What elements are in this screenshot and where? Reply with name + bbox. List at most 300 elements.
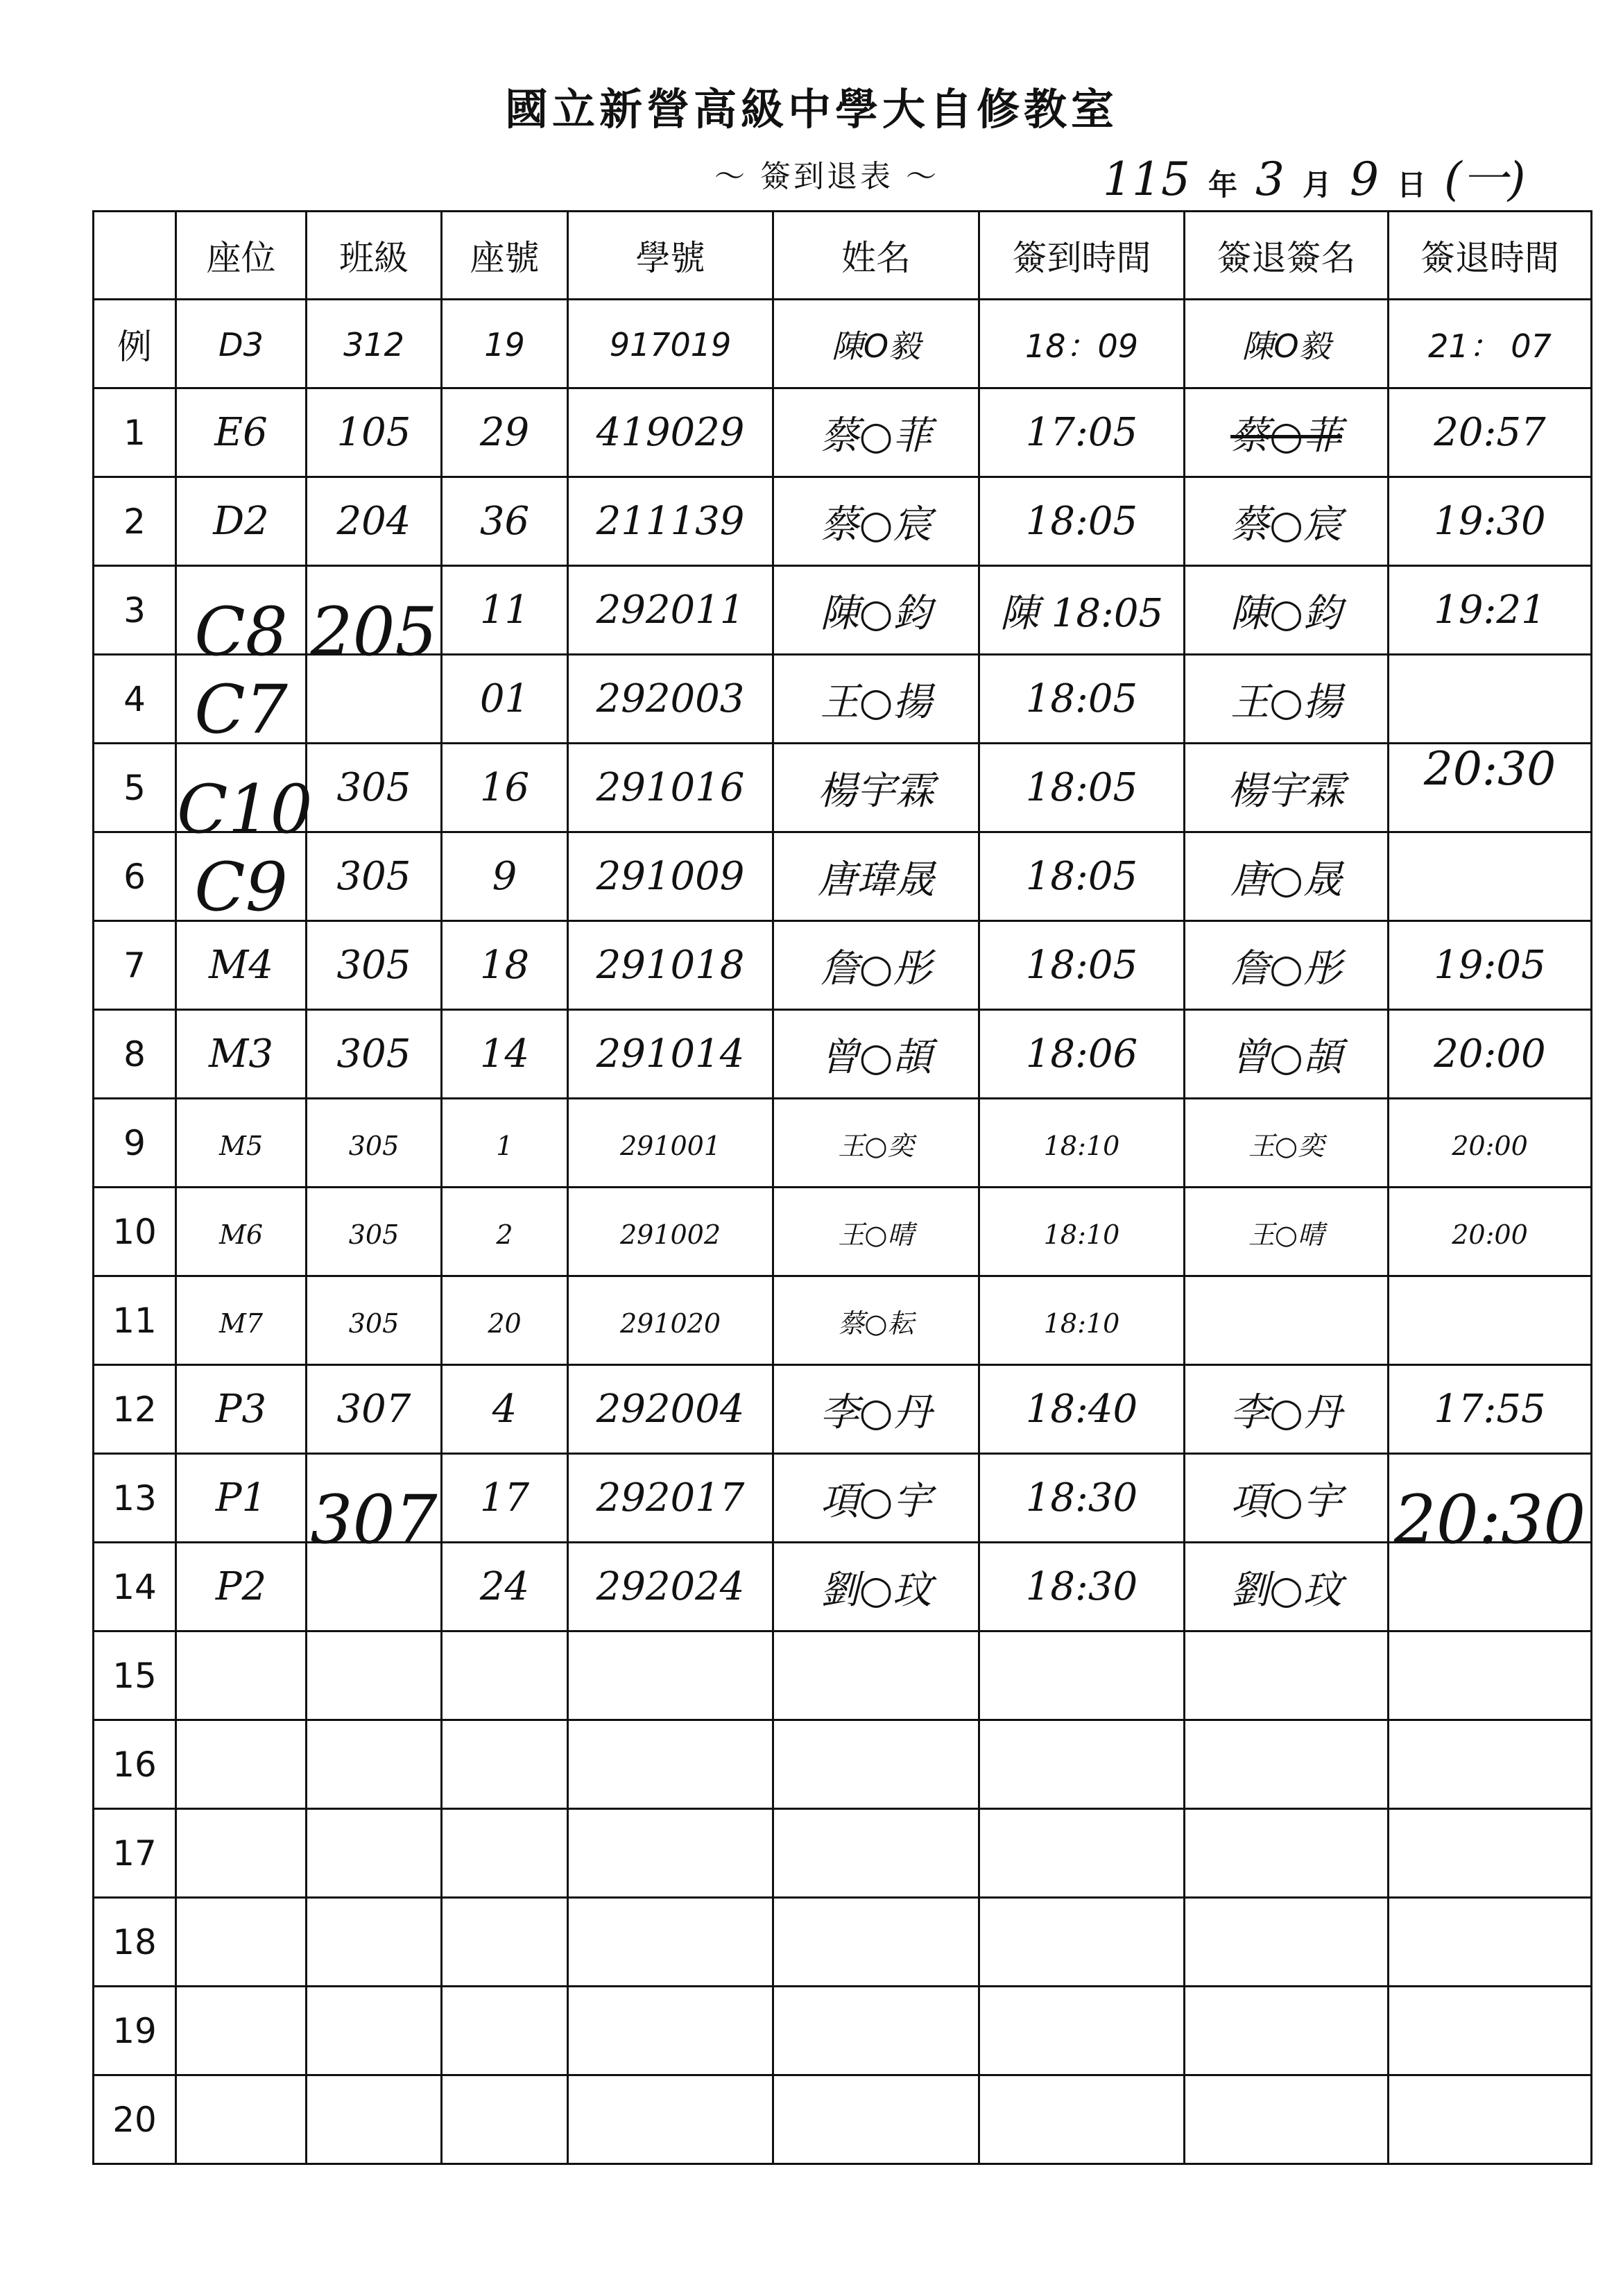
cell-class[interactable] xyxy=(307,300,442,388)
cell-row-number xyxy=(94,744,176,832)
seat-value: M7 xyxy=(218,1308,264,1339)
table-row xyxy=(94,1454,1592,1543)
seat-number-value: 01 xyxy=(479,676,530,721)
cell-student-id[interactable] xyxy=(568,300,773,388)
cell-check-in-time[interactable] xyxy=(979,300,1185,388)
cell-seat-number[interactable] xyxy=(442,1010,568,1099)
row-number-value: 11 xyxy=(112,1300,157,1341)
name-value: 曾○頡 xyxy=(820,1034,932,1080)
cell-seat[interactable] xyxy=(176,566,307,748)
cell-name[interactable] xyxy=(773,477,979,566)
class-value: 305 xyxy=(336,1031,411,1077)
table-row xyxy=(94,1365,1592,1454)
row-number-value: 20 xyxy=(112,2099,157,2140)
cell-check-in-time[interactable] xyxy=(979,1276,1185,1365)
cell-class[interactable] xyxy=(307,1188,442,1276)
cell-name[interactable] xyxy=(773,2075,979,2164)
cell-check-out-time[interactable] xyxy=(1389,2075,1592,2164)
cell-row-number xyxy=(94,1720,176,1809)
cell-seat-number[interactable] xyxy=(442,1720,568,1809)
cell-name[interactable] xyxy=(773,1276,979,1365)
cell-class[interactable] xyxy=(307,1365,442,1454)
check-in-time-value: 18:10 xyxy=(1043,1219,1120,1250)
cell-check-out-time[interactable] xyxy=(1389,1631,1592,1720)
cell-seat-number[interactable] xyxy=(442,744,568,832)
cell-check-out-time[interactable] xyxy=(1389,832,1592,921)
cell-seat[interactable] xyxy=(176,1898,307,1987)
cell-check-in-time[interactable] xyxy=(979,921,1185,1010)
check-out-signature-value: 王○揚 xyxy=(1230,679,1342,725)
class-value: 305 xyxy=(348,1219,400,1250)
student-id-value: 419029 xyxy=(596,410,745,455)
check-in-time-value: 18:10 xyxy=(1043,1130,1120,1161)
cell-row-number xyxy=(94,1099,176,1188)
cell-check-in-time[interactable] xyxy=(979,388,1185,477)
cell-row-number xyxy=(94,921,176,1010)
cell-student-id[interactable] xyxy=(568,1987,773,2075)
cell-check-in-time[interactable] xyxy=(979,1720,1185,1809)
name-value: 唐瑋晟 xyxy=(818,857,934,902)
cell-seat[interactable] xyxy=(176,1365,307,1454)
check-out-time-value: 17:55 xyxy=(1434,1387,1546,1432)
row-number-value: 2 xyxy=(123,501,146,542)
cell-name[interactable] xyxy=(773,1720,979,1809)
cell-check-out-time[interactable] xyxy=(1389,921,1592,1010)
table-row xyxy=(94,1010,1592,1099)
cell-check-out-signature[interactable] xyxy=(1185,1543,1389,1631)
cell-student-id[interactable] xyxy=(568,1898,773,1987)
cell-seat[interactable] xyxy=(176,1276,307,1365)
cell-class[interactable] xyxy=(307,1720,442,1809)
check-in-time-value: 18:06 xyxy=(1025,1031,1138,1077)
check-out-signature-value: 曾○頡 xyxy=(1230,1034,1342,1080)
cell-student-id[interactable] xyxy=(568,566,773,655)
cell-name[interactable] xyxy=(773,744,979,832)
table-row xyxy=(94,2075,1592,2164)
cell-class[interactable] xyxy=(307,921,442,1010)
sign-in-table xyxy=(92,210,1592,2165)
cell-seat[interactable] xyxy=(176,1010,307,1099)
check-in-time-value: 18:05 xyxy=(1025,943,1138,988)
cell-check-in-time[interactable] xyxy=(979,1010,1185,1099)
row-number-value: 5 xyxy=(123,767,146,808)
row-number-value: 8 xyxy=(123,1034,146,1074)
cell-check-out-signature[interactable] xyxy=(1185,1010,1389,1099)
table-row xyxy=(94,1987,1592,2075)
cell-name[interactable] xyxy=(773,1010,979,1099)
check-out-signature-value: 楊宇霖 xyxy=(1228,768,1345,814)
table-row xyxy=(94,1276,1592,1365)
cell-check-out-signature[interactable] xyxy=(1185,744,1389,832)
seat-value: E6 xyxy=(214,410,268,455)
check-in-time-value: 18:30 xyxy=(1025,1475,1138,1520)
cell-check-out-time[interactable] xyxy=(1389,1188,1592,1276)
cell-student-id[interactable] xyxy=(568,1365,773,1454)
column-header-name: 姓名 xyxy=(773,212,979,300)
seat-number-value: 2 xyxy=(496,1219,513,1250)
cell-check-out-time[interactable] xyxy=(1389,566,1592,655)
cell-seat[interactable] xyxy=(176,300,307,388)
cell-check-out-time[interactable] xyxy=(1389,1099,1592,1188)
check-in-time-value: 18:10 xyxy=(1043,1308,1120,1339)
cell-check-out-time[interactable] xyxy=(1389,1276,1592,1365)
cell-student-id[interactable] xyxy=(568,388,773,477)
column-header-check-in-time: 簽到時間 xyxy=(979,212,1185,300)
cell-seat-number[interactable] xyxy=(442,1987,568,2075)
cell-seat-number[interactable] xyxy=(442,2075,568,2164)
cell-seat-number[interactable] xyxy=(442,477,568,566)
cell-seat-number[interactable] xyxy=(442,388,568,477)
cell-check-out-signature[interactable] xyxy=(1185,388,1389,477)
name-value: 劉○玟 xyxy=(820,1567,932,1613)
cell-student-id[interactable] xyxy=(568,1720,773,1809)
class-value: 105 xyxy=(336,410,411,455)
cell-check-out-time[interactable] xyxy=(1389,1720,1592,1809)
student-id-value: 291002 xyxy=(619,1219,721,1250)
seat-number-value: 1 xyxy=(496,1130,513,1161)
header-row xyxy=(94,212,1592,300)
seat-number-value: 24 xyxy=(479,1564,530,1609)
cell-check-out-signature[interactable] xyxy=(1185,832,1389,921)
seat-number-value: 14 xyxy=(479,1031,530,1077)
cell-check-out-signature[interactable] xyxy=(1185,1454,1389,1543)
name-value: 項○宇 xyxy=(820,1478,932,1524)
cell-check-out-time[interactable] xyxy=(1389,1365,1592,1454)
cell-check-out-signature[interactable] xyxy=(1185,655,1389,744)
student-id-value: 292017 xyxy=(596,1475,745,1520)
cell-seat-number[interactable] xyxy=(442,1099,568,1188)
cell-seat-number[interactable] xyxy=(442,566,568,655)
cell-check-in-time[interactable] xyxy=(979,1898,1185,1987)
cell-name[interactable] xyxy=(773,300,979,388)
cell-check-out-signature[interactable] xyxy=(1185,300,1389,388)
cell-check-out-time[interactable] xyxy=(1389,655,1592,796)
cell-seat-number[interactable] xyxy=(442,832,568,921)
merged-checkout-rows-13-14: 20:30 xyxy=(1393,1480,1586,1559)
cell-name[interactable] xyxy=(773,388,979,477)
row-number-value: 9 xyxy=(123,1122,146,1163)
cell-class[interactable] xyxy=(307,388,442,477)
class-value: 305 xyxy=(336,943,411,988)
cell-name[interactable] xyxy=(773,1898,979,1987)
cell-name[interactable] xyxy=(773,1099,979,1188)
cell-seat-number[interactable] xyxy=(442,1276,568,1365)
cell-class[interactable] xyxy=(307,2075,442,2164)
check-out-time-value: 20:00 xyxy=(1452,1130,1528,1161)
check-out-signature-value: 項○宇 xyxy=(1230,1478,1342,1524)
table-row xyxy=(94,832,1592,921)
check-out-signature-value: 唐○晟 xyxy=(1230,857,1342,902)
cell-row-number xyxy=(94,566,176,655)
class-value: 307 xyxy=(336,1387,411,1432)
cell-check-in-time[interactable] xyxy=(979,1543,1185,1631)
cell-check-out-time[interactable] xyxy=(1389,1987,1592,2075)
cell-student-id[interactable] xyxy=(568,1809,773,1898)
student-id-value: 292004 xyxy=(596,1387,745,1432)
cell-seat[interactable] xyxy=(176,1099,307,1188)
check-in-time-value: 17:05 xyxy=(1025,410,1138,455)
cell-row-number xyxy=(94,1809,176,1898)
seat-value: P2 xyxy=(215,1564,267,1609)
cell-student-id[interactable] xyxy=(568,921,773,1010)
cell-seat[interactable] xyxy=(176,1987,307,2075)
cell-check-out-signature[interactable] xyxy=(1185,477,1389,566)
cell-seat-number[interactable] xyxy=(442,1631,568,1720)
name-value: 王○奕 xyxy=(838,1130,914,1161)
date-weekday[interactable]: (一) xyxy=(1444,153,1526,206)
class-value: 204 xyxy=(336,499,411,544)
cell-student-id[interactable] xyxy=(568,744,773,832)
cell-seat[interactable] xyxy=(176,388,307,477)
cell-check-in-time[interactable] xyxy=(979,832,1185,921)
column-header-student-id: 學號 xyxy=(568,212,773,300)
seat-number-value: 9 xyxy=(492,854,517,899)
day-label: 日 xyxy=(1397,168,1427,202)
student-id-value: 917019 xyxy=(609,325,732,363)
student-id-value: 291001 xyxy=(619,1130,721,1161)
cell-class[interactable] xyxy=(307,477,442,566)
cell-seat-number[interactable] xyxy=(442,1188,568,1276)
student-id-value: 291009 xyxy=(596,854,745,899)
row-number-value: 18 xyxy=(112,1921,157,1962)
cell-check-out-signature[interactable] xyxy=(1185,1365,1389,1454)
class-value: 305 xyxy=(336,765,411,810)
cell-student-id[interactable] xyxy=(568,1631,773,1720)
cell-seat[interactable] xyxy=(176,921,307,1010)
table-row xyxy=(94,566,1592,655)
name-value: 蔡○耘 xyxy=(838,1308,914,1339)
cell-student-id[interactable] xyxy=(568,1276,773,1365)
cell-row-number xyxy=(94,1454,176,1543)
cell-class[interactable] xyxy=(307,566,442,671)
cell-class[interactable] xyxy=(307,1987,442,2075)
cell-student-id[interactable] xyxy=(568,1188,773,1276)
cell-class[interactable] xyxy=(307,1099,442,1188)
cell-check-out-time[interactable] xyxy=(1389,1809,1592,1898)
date-line xyxy=(1103,142,1526,208)
cell-class[interactable] xyxy=(307,1010,442,1099)
cell-seat-number[interactable] xyxy=(442,300,568,388)
cell-check-in-time[interactable] xyxy=(979,1188,1185,1276)
seat-number-value: 18 xyxy=(479,943,530,988)
cell-seat[interactable] xyxy=(176,477,307,566)
student-id-value: 291016 xyxy=(596,765,745,810)
seat-number-value: 11 xyxy=(479,588,530,633)
table-row xyxy=(94,1898,1592,1987)
cell-check-out-signature[interactable] xyxy=(1185,921,1389,1010)
cell-row-number xyxy=(94,1188,176,1276)
cell-check-in-time[interactable] xyxy=(979,1809,1185,1898)
cell-name[interactable] xyxy=(773,1809,979,1898)
check-out-time-value: 19:21 xyxy=(1434,588,1546,633)
cell-name[interactable] xyxy=(773,1543,979,1631)
row-number-value: 3 xyxy=(123,590,146,631)
cell-seat[interactable] xyxy=(176,744,313,926)
cell-name[interactable] xyxy=(773,921,979,1010)
cell-check-in-time[interactable] xyxy=(979,477,1185,566)
cell-check-in-time[interactable] xyxy=(979,1987,1185,2075)
cell-seat[interactable] xyxy=(176,1188,307,1276)
merged-seat-rows-3-4: C8 C7 xyxy=(194,592,288,748)
check-out-signature-value: 王○晴 xyxy=(1248,1219,1325,1250)
check-out-time-value: 21： 07 xyxy=(1428,327,1552,365)
cell-seat[interactable] xyxy=(176,1454,307,1543)
table-row xyxy=(94,921,1592,1010)
cell-check-in-time[interactable] xyxy=(979,744,1185,832)
form-subtitle: ～ 簽到退表 ～ xyxy=(714,159,939,194)
check-in-time-value: 18：09 xyxy=(1024,327,1139,365)
name-value: 王○揚 xyxy=(820,679,932,725)
cell-student-id[interactable] xyxy=(568,2075,773,2164)
check-in-time-value: 18:40 xyxy=(1025,1387,1138,1432)
student-id-value: 292003 xyxy=(596,676,745,721)
row-number-value: 15 xyxy=(112,1655,157,1696)
check-out-time-value: 19:30 xyxy=(1434,499,1546,544)
cell-name[interactable] xyxy=(773,1631,979,1720)
seat-number-value: 20 xyxy=(488,1308,522,1339)
cell-check-in-time[interactable] xyxy=(979,1454,1185,1543)
cell-name[interactable] xyxy=(773,1188,979,1276)
cell-check-out-time[interactable] xyxy=(1389,477,1592,566)
cell-check-out-time[interactable] xyxy=(1389,388,1592,477)
seat-value: M3 xyxy=(209,1031,273,1077)
class-value: 305 xyxy=(348,1130,400,1161)
cell-name[interactable] xyxy=(773,832,979,921)
check-out-time-value: 19:05 xyxy=(1434,943,1546,988)
cell-row-number xyxy=(94,832,176,921)
row-number-value: 19 xyxy=(112,2010,157,2051)
cell-class[interactable] xyxy=(307,1898,442,1987)
cell-check-out-time[interactable] xyxy=(1389,300,1592,388)
check-out-signature-value: 王○奕 xyxy=(1248,1130,1325,1161)
date-month[interactable]: 3 xyxy=(1255,153,1285,206)
table-row xyxy=(94,1099,1592,1188)
seat-number-value: 4 xyxy=(492,1387,517,1432)
cell-check-out-signature[interactable] xyxy=(1185,2075,1389,2164)
row-number-value: 例 xyxy=(117,326,152,367)
check-out-signature-value: 陳O毅 xyxy=(1242,327,1331,365)
check-in-time-value: 18:05 xyxy=(1025,676,1138,721)
cell-check-out-signature[interactable] xyxy=(1185,1276,1389,1365)
seat-number-value: 17 xyxy=(479,1475,530,1520)
cell-check-out-signature[interactable] xyxy=(1185,1099,1389,1188)
cell-student-id[interactable] xyxy=(568,832,773,921)
cell-class[interactable] xyxy=(307,744,442,832)
cell-student-id[interactable] xyxy=(568,1010,773,1099)
cell-student-id[interactable] xyxy=(568,1099,773,1188)
cell-check-out-signature[interactable] xyxy=(1185,1898,1389,1987)
cell-row-number xyxy=(94,1898,176,1987)
cell-name[interactable] xyxy=(773,655,979,744)
column-header-check-out-signature: 簽退簽名 xyxy=(1185,212,1389,300)
cell-class[interactable] xyxy=(307,1454,442,1559)
cell-seat[interactable] xyxy=(176,1543,307,1631)
row-number-value: 14 xyxy=(112,1566,157,1607)
cell-student-id[interactable] xyxy=(568,655,773,744)
check-out-signature-value: 陳○鈞 xyxy=(1230,590,1342,636)
date-day[interactable]: 9 xyxy=(1350,153,1380,206)
table-row xyxy=(94,1188,1592,1276)
cell-check-in-time[interactable] xyxy=(979,566,1185,655)
cell-seat[interactable] xyxy=(176,1720,307,1809)
cell-check-out-signature[interactable] xyxy=(1185,1987,1389,2075)
cell-check-out-signature[interactable] xyxy=(1185,566,1389,655)
cell-seat-number[interactable] xyxy=(442,1543,568,1631)
cell-seat[interactable] xyxy=(176,2075,307,2164)
check-in-time-value: 18:05 xyxy=(1025,854,1138,899)
seat-number-value: 29 xyxy=(479,410,530,455)
cell-seat-number[interactable] xyxy=(442,1898,568,1987)
form-title: 國立新營高級中學大自修教室 xyxy=(504,84,1118,135)
cell-seat-number[interactable] xyxy=(442,655,568,744)
cell-name[interactable] xyxy=(773,1987,979,2075)
cell-row-number xyxy=(94,477,176,566)
table-row xyxy=(94,1720,1592,1809)
table-row xyxy=(94,388,1592,477)
cell-check-out-time[interactable] xyxy=(1389,1010,1592,1099)
check-out-signature-value: 李○丹 xyxy=(1230,1389,1342,1435)
year-label: 年 xyxy=(1208,168,1237,202)
cell-check-in-time[interactable] xyxy=(979,1631,1185,1720)
check-out-signature-value: 蔡○宸 xyxy=(1230,502,1342,547)
cell-check-in-time[interactable] xyxy=(979,2075,1185,2164)
cell-class[interactable] xyxy=(307,1276,442,1365)
check-in-time-value: 18:05 xyxy=(1025,765,1138,810)
check-out-time-value: 20:00 xyxy=(1452,1219,1528,1250)
cell-name[interactable] xyxy=(773,1365,979,1454)
cell-class[interactable] xyxy=(307,1809,442,1898)
date-year[interactable]: 115 xyxy=(1103,153,1190,206)
cell-check-out-signature[interactable] xyxy=(1185,1809,1389,1898)
seat-number-value: 16 xyxy=(479,765,530,810)
name-value: 陳○鈞 xyxy=(820,590,932,636)
cell-student-id[interactable] xyxy=(568,1454,773,1543)
cell-check-out-time[interactable] xyxy=(1389,1454,1592,1559)
cell-check-in-time[interactable] xyxy=(979,1365,1185,1454)
cell-name[interactable] xyxy=(773,566,979,655)
cell-class[interactable] xyxy=(307,1631,442,1720)
student-id-value: 211139 xyxy=(596,499,745,544)
cell-student-id[interactable] xyxy=(568,1543,773,1631)
seat-number-value: 36 xyxy=(479,499,530,544)
cell-student-id[interactable] xyxy=(568,477,773,566)
table-row xyxy=(94,1631,1592,1720)
cell-name[interactable] xyxy=(773,1454,979,1543)
cell-seat-number[interactable] xyxy=(442,1365,568,1454)
cell-class[interactable] xyxy=(307,832,442,921)
cell-seat-number[interactable] xyxy=(442,1454,568,1543)
cell-check-in-time[interactable] xyxy=(979,1099,1185,1188)
seat-value: D2 xyxy=(213,499,269,544)
cell-seat[interactable] xyxy=(176,1809,307,1898)
cell-row-number xyxy=(94,2075,176,2164)
cell-seat-number[interactable] xyxy=(442,921,568,1010)
cell-check-out-time[interactable] xyxy=(1389,1898,1592,1987)
check-out-time-value: 20:00 xyxy=(1434,1031,1546,1077)
cell-check-out-signature[interactable] xyxy=(1185,1720,1389,1809)
cell-seat-number[interactable] xyxy=(442,1809,568,1898)
student-id-value: 291014 xyxy=(596,1031,745,1077)
cell-check-in-time[interactable] xyxy=(979,655,1185,744)
merged-seat-rows-5-6: C10 C9 xyxy=(177,770,313,926)
name-value: 楊宇霖 xyxy=(818,768,934,814)
check-out-signature-value: 蔡○菲 xyxy=(1230,413,1342,459)
cell-seat[interactable] xyxy=(176,1631,307,1720)
cell-check-out-signature[interactable] xyxy=(1185,1188,1389,1276)
column-header-seat-number: 座號 xyxy=(442,212,568,300)
check-out-signature-value: 詹○彤 xyxy=(1230,945,1342,991)
cell-check-out-signature[interactable] xyxy=(1185,1631,1389,1720)
